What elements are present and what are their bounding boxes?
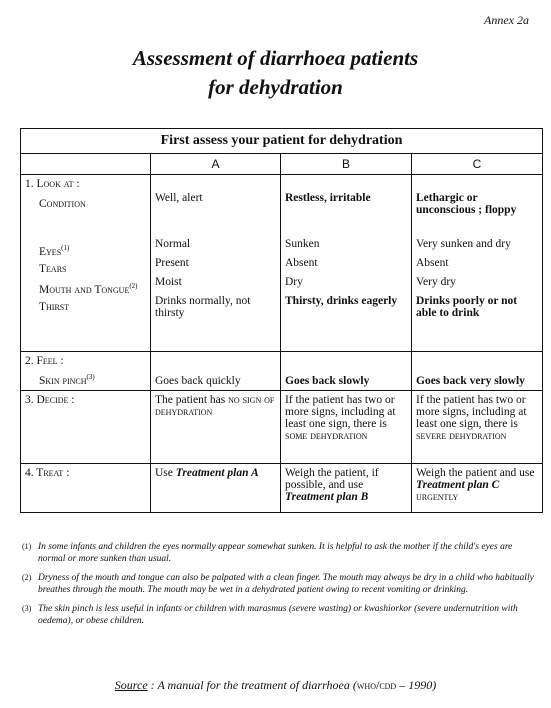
- title-line-1: Assessment of diarrhoea patients: [132, 46, 419, 70]
- condition-b: Restless, irritable: [285, 192, 371, 204]
- feel-column-b: [281, 352, 412, 391]
- look-at-labels: [21, 175, 151, 352]
- thirst-a: Drinks normally, not thirsty: [155, 295, 251, 319]
- treat-a: Use Treatment plan A: [151, 464, 281, 513]
- annex-label: Annex 2a: [484, 13, 529, 27]
- look-at-heading: 1. Look at :: [25, 178, 80, 190]
- tears-c: Absent: [416, 257, 449, 269]
- eyes-b: Sunken: [285, 238, 320, 250]
- source-citation: Source : A manual for the treatment of diarrhoea (who/cdd – 1990): [114, 678, 437, 692]
- feel-section: [21, 352, 543, 391]
- feel-labels: [21, 352, 151, 391]
- footnote-1: (1) In some infants and children the eyes normally appear somewhat sunken. It is helpful to ask the mother if the child's eyes are normal or more sunken than usual.: [22, 542, 513, 564]
- look-at-column-a: [151, 175, 281, 352]
- mouth-tongue-label: Mouth and Tongue$^{(2)}$: [39, 282, 138, 296]
- mouth-c: Very dry: [416, 276, 456, 288]
- mouth-b: Dry: [285, 276, 303, 288]
- treat-label: 4. Treat :: [21, 464, 151, 513]
- thirst-label: Thirst: [39, 301, 70, 313]
- column-header-a: A: [151, 154, 281, 175]
- mouth-a: Moist: [155, 276, 182, 288]
- footnote-3: (3) The skin pinch is less useful in infants or children with marasmus (severe wasting) or kwashiorkor (severe undernutrition with oedema), or obese children.: [22, 604, 518, 626]
- treat-b: Weigh the patient, if possible, and use Treatment plan B: [281, 464, 412, 513]
- decide-label: 3. Decide :: [21, 391, 151, 464]
- feel-column-c: [412, 352, 543, 391]
- skin-pinch-label: Skin pinch$^{(3)}$: [39, 373, 95, 387]
- decide-c: If the patient has two or more signs, including at least one sign, there is severe dehydration: [412, 391, 543, 464]
- dehydration-assessment-table: [20, 128, 543, 513]
- feel-heading: 2. Feel :: [25, 355, 64, 367]
- skin-pinch-c: Goes back very slowly: [416, 375, 525, 387]
- table-heading-row: [21, 129, 543, 154]
- look-at-column-c: [412, 175, 543, 352]
- tears-a: Present: [155, 257, 189, 269]
- eyes-label: Eyes$^{(1)}$: [39, 244, 70, 258]
- eyes-a: Normal: [155, 238, 191, 250]
- column-header-b: B: [281, 154, 412, 175]
- column-header-empty: [21, 154, 151, 175]
- skin-pinch-a: Goes back quickly: [155, 375, 241, 387]
- treat-c: Weigh the patient and use Treatment plan C urgently: [412, 464, 543, 513]
- column-header-c: C: [412, 154, 543, 175]
- eyes-c: Very sunken and dry: [416, 238, 511, 250]
- column-header-row: [21, 154, 543, 175]
- treat-section: [21, 464, 543, 513]
- footnotes: [22, 541, 540, 634]
- feel-column-a: [151, 352, 281, 391]
- condition-c: Lethargic or unconscious ; floppy: [416, 192, 517, 216]
- skin-pinch-b: Goes back slowly: [285, 375, 370, 387]
- thirst-b: Thirsty, drinks eagerly: [285, 295, 398, 307]
- decide-b: If the patient has two or more signs, including at least one sign, there is some dehydration: [281, 391, 412, 464]
- table-heading: First assess your patient for dehydration: [21, 129, 543, 154]
- tears-b: Absent: [285, 257, 318, 269]
- thirst-c: Drinks poorly or not able to drink: [416, 295, 518, 319]
- title-line-2: for dehydration: [208, 75, 343, 99]
- condition-a: Well, alert: [155, 192, 203, 204]
- condition-label: Condition: [39, 198, 86, 210]
- tears-label: Tears: [39, 263, 67, 275]
- page-title: [0, 44, 551, 102]
- decide-section: [21, 391, 543, 464]
- look-at-column-b: [281, 175, 412, 352]
- look-at-section: [21, 175, 543, 352]
- footnote-2: (2) Dryness of the mouth and tongue can also be palpated with a clean finger. The mouth may always be dry in a child who habitually breathes through the mouth. The mouth may be wet in a dehydrated patient owing to recent vomiting or drinking.: [22, 573, 534, 595]
- decide-a: The patient has no sign of dehydration: [151, 391, 281, 464]
